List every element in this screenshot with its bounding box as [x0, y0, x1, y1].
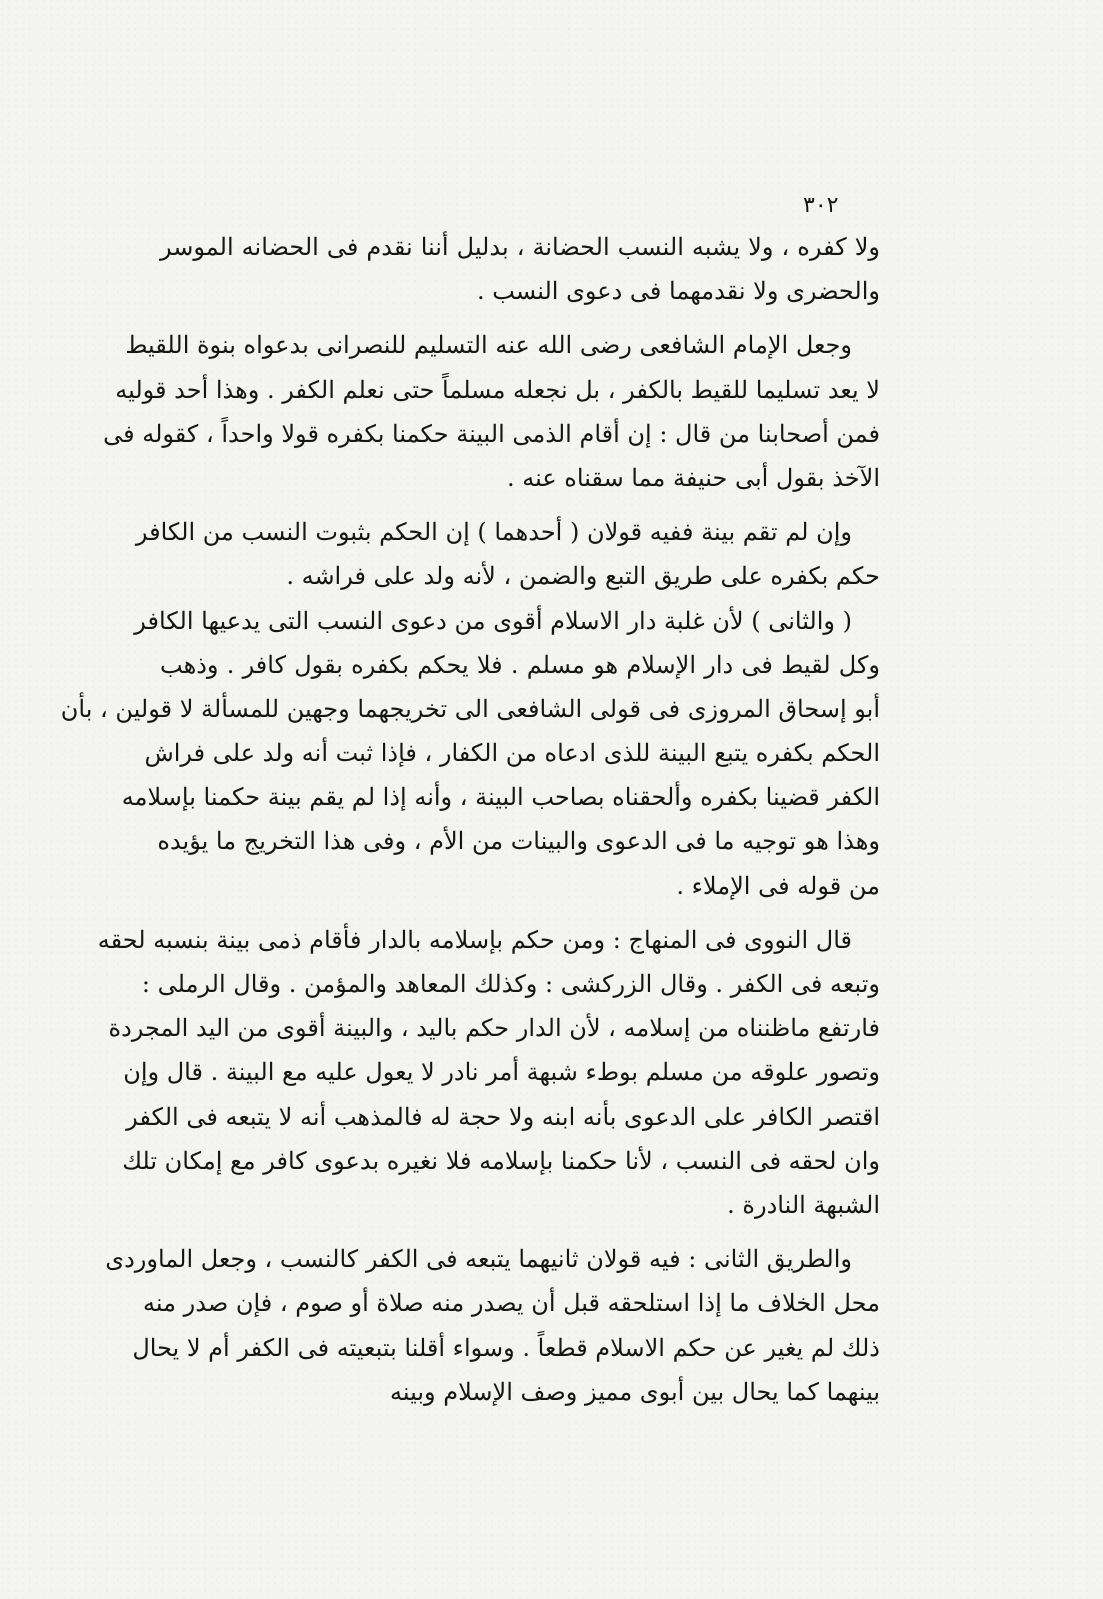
text-line: فارتفع ماظنناه من إسلامه ، لأن الدار حكم باليد ، والبينة أقوى من اليد المجردة	[108, 1014, 880, 1043]
paragraph-5	[97, 918, 880, 1227]
paragraph-4	[60, 599, 880, 908]
text-line: محل الخلاف ما إذا استلحقه قبل أن يصدر منه صلاة أو صوم ، فإن صدر منه	[143, 1289, 880, 1318]
text-line: وان لحقه فى النسب ، لأنا حكمنا بإسلامه فلا نغيره بدعوى كافر مع إمكان تلك	[122, 1146, 880, 1175]
text-line: الحكم بكفره يتبع البينة للذى ادعاه من الكفار ، فإذا ثبت أنه ولد على فراش	[144, 739, 880, 768]
text-line: الكفر قضينا بكفره وألحقناه بصاحب البينة ، وأنه إذا لم يقم بينة حكمنا بإسلامه	[121, 783, 880, 812]
text-line: قال النووى فى المنهاج : ومن حكم بإسلامه بالدار فأقام ذمى بينة بنسبه لحقه	[97, 925, 852, 954]
body-text	[60, 225, 881, 1414]
text-line: ذلك لم يغير عن حكم الاسلام قطعاً . وسواء أقلنا بتبعيته فى الكفر أم لا يحال	[132, 1333, 880, 1362]
text-line: الآخذ بقول أبى حنيفة مما سقناه عنه .	[506, 463, 880, 492]
text-line: بينهما كما يحال بين أبوى مميز وصف الإسلام وبينه	[390, 1377, 880, 1406]
text-line: وجعل الإمام الشافعى رضى الله عنه التسليم للنصرانى بدعواه بنوة اللقيط	[125, 331, 852, 360]
paragraph-2	[103, 323, 880, 500]
text-line: فمن أصحابنا من قال : إن أقام الذمى البينة حكمنا بكفره قولا واحداً ، كقوله فى	[103, 419, 880, 448]
text-line: الشبهة النادرة .	[727, 1190, 880, 1219]
text-line: وتصور علوقه من مسلم بوطء شبهة أمر نادر لا يعول عليه مع البينة . قال وإن	[123, 1058, 880, 1087]
text-line: ولا كفره ، ولا يشبه النسب الحضانة ، بدليل أننا نقدم فى الحضانه الموسر	[160, 233, 881, 261]
text-line: ( والثانى ) لأن غلبة دار الاسلام أقوى من دعوى النسب التى يدعيها الكافر	[134, 606, 852, 635]
paragraph-3	[135, 510, 880, 598]
paragraph-1	[160, 225, 880, 313]
text-line: لا يعد تسليما للقيط بالكفر ، بل نجعله مسلماً حتى نعلم الكفر . وهذا أحد قوليه	[115, 375, 880, 404]
text-line: من قوله فى الإملاء .	[676, 871, 880, 900]
text-line: وهذا هو توجيه ما فى الدعوى والبينات من الأم ، وفى هذا التخريج ما يؤيده	[157, 827, 880, 856]
text-line: وكل لقيط فى دار الإسلام هو مسلم . فلا يحكم بكفره بقول كافر . وذهب	[160, 650, 880, 679]
text-line: وتبعه فى الكفر . وقال الزركشى : وكذلك المعاهد والمؤمن . وقال الرملى :	[141, 970, 880, 998]
text-line: اقتصر الكافر على الدعوى بأنه ابنه ولا حجة له فالمذهب أنه لا يتبعه فى الكفر	[126, 1102, 880, 1131]
paragraph-6	[105, 1237, 880, 1414]
text-line: والطريق الثانى : فيه قولان ثانيهما يتبعه فى الكفر كالنسب ، وجعل الماوردى	[105, 1245, 852, 1274]
text-line: والحضرى ولا نقدمهما فى دعوى النسب .	[477, 277, 880, 306]
text-line: أبو إسحاق المروزى فى قولى الشافعى الى تخريجهما وجهين للمسألة لا قولين ، بأن	[60, 694, 880, 723]
page-number: ٣٠٢	[803, 193, 839, 218]
text-line: حكم بكفره على طريق التبع والضمن ، لأنه ولد على فراشه .	[286, 562, 880, 591]
text-line: وإن لم تقم بينة ففيه قولان ( أحدهما ) إن الحكم بثبوت النسب من الكافر	[135, 518, 852, 547]
